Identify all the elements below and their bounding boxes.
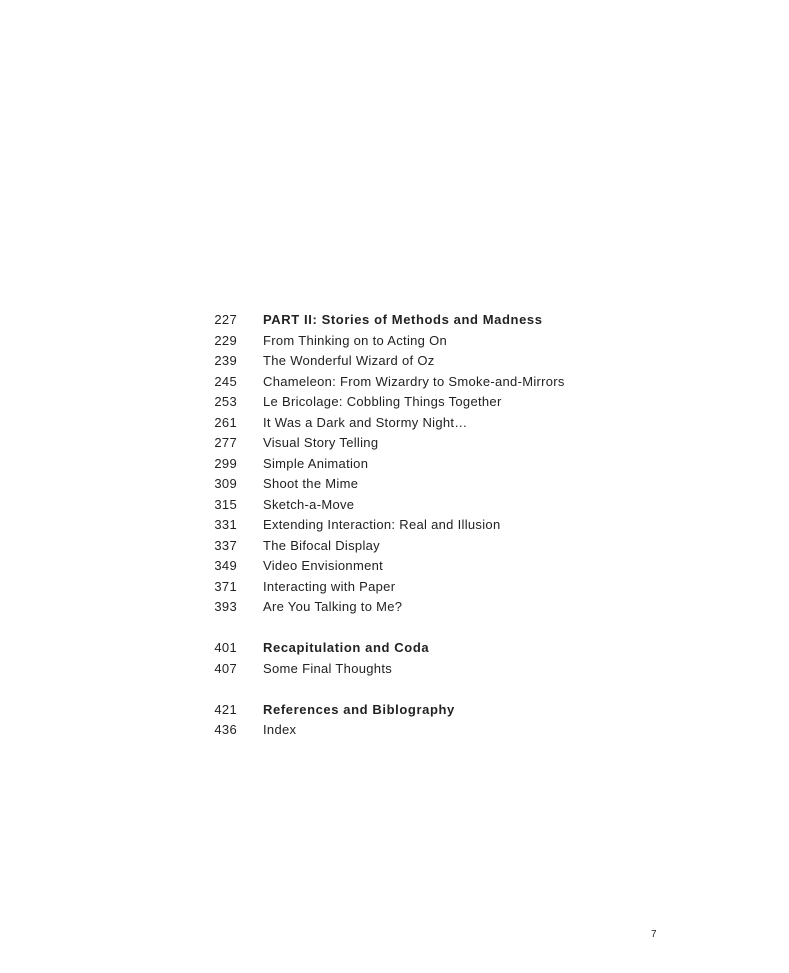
toc-page-number: 337: [214, 537, 237, 553]
toc-section: [200, 700, 620, 741]
toc-entry-title: Sketch-a-Move: [263, 496, 355, 512]
toc-heading-entry: [200, 638, 620, 659]
toc-entry-title: Video Envisionment: [263, 558, 384, 573]
toc-entry-title: Le Bricolage: Cobbling Things Together: [263, 394, 502, 409]
toc-entry: [200, 495, 620, 516]
toc-entry-title: The Bifocal Display: [263, 537, 380, 553]
toc-heading-title: PART II: Stories of Methods and Madness: [263, 312, 543, 327]
toc-entry: [200, 515, 620, 536]
table-of-contents: [200, 310, 620, 741]
toc-page-number: 277: [214, 435, 237, 450]
toc-entry: [200, 474, 620, 495]
toc-page-number: 309: [214, 476, 237, 491]
toc-entry-title: It Was a Dark and Stormy Night…: [263, 414, 468, 430]
toc-page-number: 245: [214, 373, 237, 389]
toc-entry-title: Chameleon: From Wizardry to Smoke-and-Mirrors: [263, 373, 565, 389]
toc-entry: [200, 720, 620, 741]
toc-page-number: 315: [214, 496, 237, 512]
toc-page-number: 436: [214, 722, 237, 737]
toc-entry-title: Extending Interaction: Real and Illusion: [263, 517, 501, 532]
toc-page-number: 349: [214, 558, 237, 573]
toc-page-number: 261: [214, 414, 237, 430]
toc-entry: [200, 433, 620, 454]
toc-entry: [200, 577, 620, 598]
toc-entry: [200, 536, 620, 557]
toc-page-number: 407: [214, 660, 237, 676]
toc-page-number: 371: [214, 578, 237, 594]
toc-entry-title: Are You Talking to Me?: [263, 599, 403, 614]
toc-entry-title: Some Final Thoughts: [263, 660, 393, 676]
toc-entry: [200, 392, 620, 413]
toc-page-number: 253: [214, 394, 237, 409]
toc-page-number: 393: [214, 599, 237, 614]
toc-entry: [200, 413, 620, 434]
toc-entry-title: The Wonderful Wizard of Oz: [263, 353, 435, 368]
toc-entry: [200, 556, 620, 577]
toc-entry-title: Interacting with Paper: [263, 578, 396, 594]
toc-page-number: 299: [214, 455, 237, 471]
page-number: 7: [651, 929, 657, 940]
toc-page-number: 331: [214, 517, 237, 532]
toc-entry: [200, 454, 620, 475]
toc-entry: [200, 351, 620, 372]
toc-heading-title: References and Biblography: [263, 701, 455, 717]
toc-heading-entry: [200, 310, 620, 331]
toc-entry-title: From Thinking on to Acting On: [263, 332, 448, 348]
toc-page-number: 401: [214, 640, 237, 655]
toc-page-number: 227: [214, 312, 237, 327]
toc-section: [200, 638, 620, 679]
toc-page-number: 239: [214, 353, 237, 368]
toc-heading-title: Recapitulation and Coda: [263, 640, 430, 655]
toc-entry-title: Index: [263, 722, 297, 737]
toc-entry-title: Shoot the Mime: [263, 476, 359, 491]
toc-heading-entry: [200, 700, 620, 721]
toc-entry-title: Visual Story Telling: [263, 435, 379, 450]
toc-entry: [200, 659, 620, 680]
toc-page-number: 421: [214, 701, 237, 717]
toc-entry: [200, 597, 620, 618]
toc-entry-title: Simple Animation: [263, 455, 369, 471]
toc-entry: [200, 331, 620, 352]
toc-page-number: 229: [214, 332, 237, 348]
toc-entry: [200, 372, 620, 393]
toc-section: [200, 310, 620, 618]
